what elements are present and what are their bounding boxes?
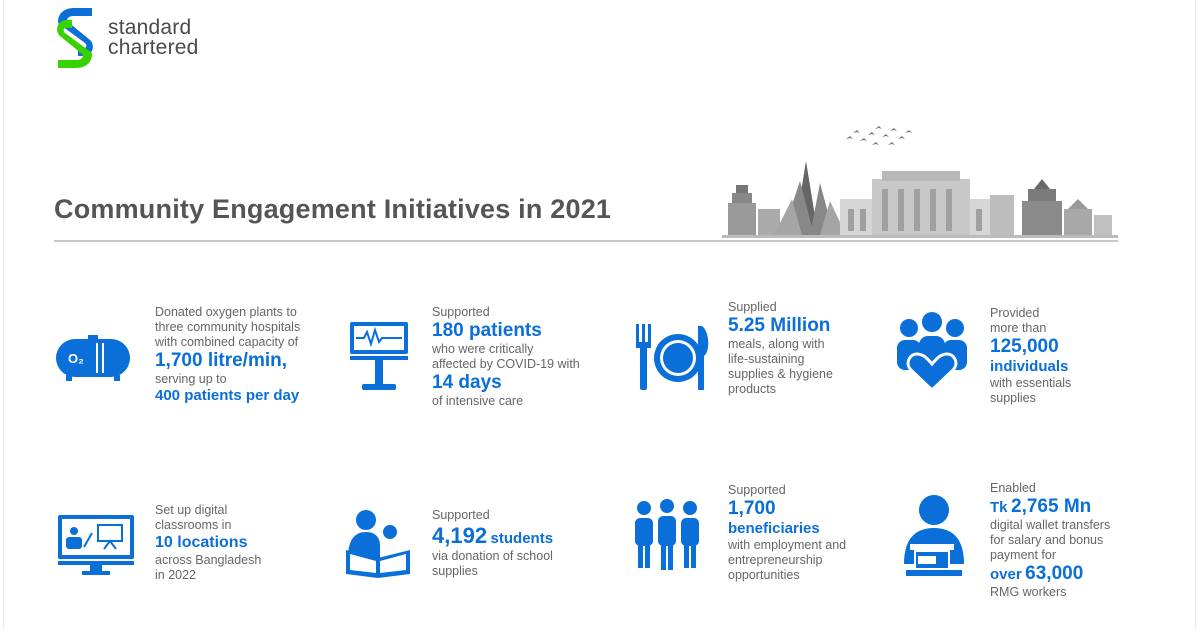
students-highlight [432, 523, 612, 549]
meals-count: 5.25 Million [728, 315, 831, 336]
oxygen-desc-2: three community hospitals [155, 320, 301, 334]
classrooms-pre-2: classrooms in [155, 518, 232, 532]
patients-desc-1: who were critically [432, 342, 534, 356]
wallet-currency: Tk [990, 499, 1008, 516]
beneficiaries-pre: Supported [728, 483, 786, 497]
group-people-icon [632, 498, 702, 572]
oxygen-serving: serving up to [155, 372, 227, 386]
oxygen-desc-3: with combined capacity of [155, 335, 299, 349]
stat-wallet [990, 481, 1170, 600]
oxygen-desc-1: Donated oxygen plants to [155, 305, 297, 319]
oxygen-patients: 400 patients per day [155, 387, 300, 404]
stat-individuals [990, 306, 1150, 406]
brand-line-2: chartered [108, 36, 199, 59]
wallet-workers-prefix: over [990, 566, 1022, 583]
stat-classrooms [155, 503, 315, 583]
individuals-count: 125,000 [990, 336, 1059, 357]
patients-count: 180 patients [432, 320, 542, 341]
stat-meals [728, 300, 888, 397]
stat-beneficiaries [728, 483, 888, 583]
wallet-post: RMG workers [990, 585, 1067, 599]
stat-students [432, 508, 612, 579]
page-title: Community Engagement Initiatives in 2021 [54, 194, 612, 224]
students-word: students [490, 530, 554, 547]
individuals-desc-2: supplies [990, 391, 1036, 405]
beneficiaries-desc-3: opportunities [728, 568, 800, 582]
digital-classroom-icon [56, 513, 136, 577]
patients-post: of intensive care [432, 394, 524, 408]
meals-pre: Supplied [728, 300, 777, 314]
beneficiaries-count: 1,700 [728, 498, 776, 519]
standard-chartered-logo-icon [52, 4, 98, 72]
tank-label: O₂ [68, 351, 84, 366]
wallet-desc-2: for salary and bonus [990, 533, 1104, 547]
beneficiaries-desc-2: entrepreneurship [728, 553, 823, 567]
dhaka-skyline-illustration [722, 125, 1118, 240]
individuals-word: individuals [990, 358, 1069, 375]
brand-logo [52, 4, 199, 72]
wallet-desc-1: digital wallet transfers [990, 518, 1111, 532]
beneficiaries-desc-1: with employment and [728, 538, 847, 552]
patients-desc-2: affected by COVID-19 with [432, 357, 580, 371]
meals-desc-3: supplies & hygiene [728, 367, 833, 381]
stat-oxygen [155, 305, 335, 405]
students-desc-2: supplies [432, 564, 478, 578]
patients-days: 14 days [432, 372, 502, 393]
meals-desc-4: products [728, 382, 776, 396]
reading-students-icon [344, 508, 412, 578]
sewing-worker-icon [896, 494, 972, 584]
wallet-workers-count: 63,000 [1025, 563, 1084, 584]
individuals-pre-2: more than [990, 321, 1047, 335]
wallet-workers [990, 563, 1170, 585]
individuals-desc-1: with essentials [990, 376, 1072, 390]
brand-wordmark [108, 18, 199, 58]
family-heart-icon [895, 312, 969, 392]
heart-monitor-icon [348, 320, 410, 392]
students-pre: Supported [432, 508, 490, 522]
meals-desc-2: life-sustaining [728, 352, 805, 366]
wallet-desc-3: payment for [990, 548, 1057, 562]
oxygen-tank-icon [54, 335, 132, 381]
classrooms-pre-1: Set up digital [155, 503, 228, 517]
students-desc-1: via donation of school [432, 549, 553, 563]
patients-pre: Supported [432, 305, 490, 319]
plate-cutlery-icon [634, 322, 710, 392]
classrooms-desc-2: in 2022 [155, 568, 197, 582]
oxygen-capacity: 1,700 litre/min, [155, 350, 288, 371]
individuals-pre-1: Provided [990, 306, 1040, 320]
wallet-amount [990, 496, 1170, 518]
wallet-pre: Enabled [990, 481, 1036, 495]
classrooms-desc-1: across Bangladesh [155, 553, 262, 567]
beneficiaries-word: beneficiaries [728, 520, 820, 537]
students-count: 4,192 [432, 523, 488, 548]
classrooms-count: 10 locations [155, 534, 248, 551]
meals-desc-1: meals, along with [728, 337, 825, 351]
title-divider [54, 240, 1118, 242]
brand-line-1: standard [108, 16, 192, 39]
wallet-value: 2,765 Mn [1011, 496, 1092, 517]
stat-patients [432, 305, 612, 409]
